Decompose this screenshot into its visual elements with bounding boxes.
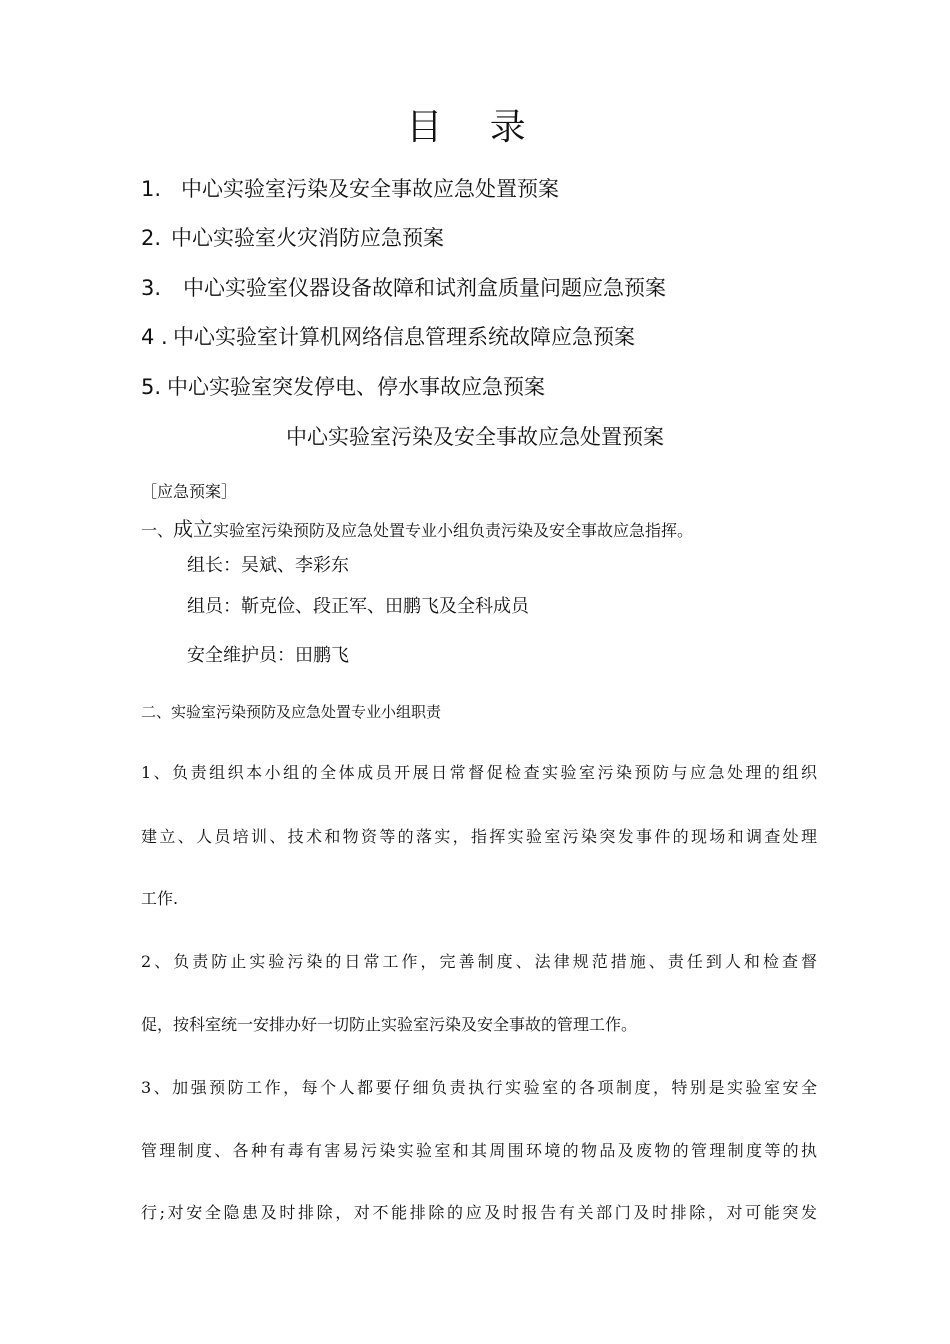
toc-item-number: 1. [141,177,162,201]
toc-item[interactable] [141,373,545,401]
group-leader: 组长：吴斌、李彩东 [187,555,349,576]
section-title: 中心实验室污染及安全事故应急处置预案 [286,425,664,449]
toc-item-number: 3. [141,276,162,300]
toc-item[interactable] [141,323,635,351]
item-keyword: 成立 [173,517,214,541]
item-prefix: 一、 [141,521,174,540]
plan-tag: ［应急预案］ [141,482,238,501]
paragraph-line: 管理制度、各种有毒有害易污染实验室和其周围环境的物品及废物的管理制度等的执 [141,1141,817,1160]
toc-item[interactable] [141,175,559,203]
toc-item-label: 中心实验室计算机网络信息管理系统故障应急预案 [173,325,635,349]
paragraph-line: 建立、人员培训、技术和物资等的落实，指挥实验室污染突发事件的现场和调查处理 [141,827,817,846]
section-item-2: 二、实验室污染预防及应急处置专业小组职责 [141,703,442,721]
toc-item[interactable] [141,224,444,252]
section-item-1 [141,517,693,543]
toc-item-number: 5. [141,375,162,399]
toc-item-number: 4 . [141,325,168,349]
toc-item-label: 中心实验室污染及安全事故应急处置预案 [181,177,559,201]
toc-item-label: 中心实验室仪器设备故障和试剂盒质量问题应急预案 [183,276,666,300]
item-text: 实验室污染预防及应急处置专业小组负责污染及安全事故应急指挥。 [213,521,694,540]
paragraph-line: 1、负责组织本小组的全体成员开展日常督促检查实验室污染预防与应急处理的组织 [141,763,817,782]
paragraph-line: 促，按科室统一安排办好一切防止实验室污染及安全事故的管理工作。 [141,1015,638,1034]
paragraph-line: 工作. [141,889,179,908]
paragraph-line: 3、加强预防工作，每个人都要仔细负责执行实验室的各项制度，特别是实验室安全 [141,1078,817,1097]
paragraph-line: 行;对安全隐患及时排除，对不能排除的应及时报告有关部门及时排除，对可能突发 [141,1203,817,1222]
safety-officer: 安全维护员：田鹏飞 [187,645,349,666]
toc-item-label: 中心实验室火灾消防应急预案 [171,226,444,250]
toc-item-label: 中心实验室突发停电、停水事故应急预案 [167,375,545,399]
toc-title: 目 录 [406,107,544,148]
toc-item-number: 2. [141,226,162,250]
group-members: 组员：靳克俭、段正军、田鹏飞及全科成员 [187,596,529,617]
toc-item[interactable] [141,274,666,302]
paragraph-line: 2、负责防止实验污染的日常工作，完善制度、法律规范措施、责任到人和检查督 [141,952,817,971]
